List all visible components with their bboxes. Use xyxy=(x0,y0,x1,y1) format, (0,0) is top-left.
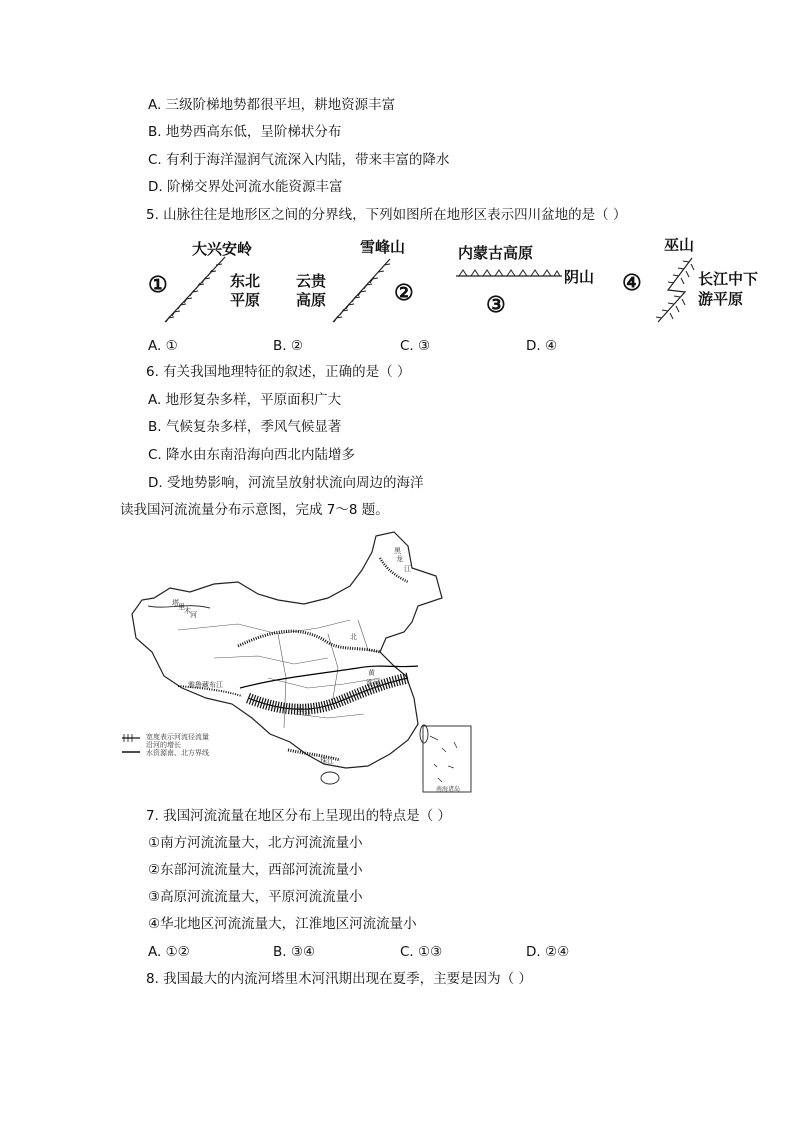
map-legend-growth: 沿河的增长 xyxy=(146,741,181,749)
map-label-mu: 木 xyxy=(184,607,191,615)
q4-option-b: B. 地势西高东低，呈阶梯状分布 xyxy=(148,124,342,140)
q6-option-b: B. 气候复杂多样，季风气候显著 xyxy=(148,419,342,435)
map-label-inset: 南海诸岛 xyxy=(436,786,461,793)
map-label-bei: 北 xyxy=(350,633,357,641)
mountain-ridge-icon xyxy=(454,266,564,286)
figure-2 xyxy=(290,232,430,327)
q7-statement-4: ④华北地区河流流量大，江淮地区河流流量小 xyxy=(148,916,417,932)
q4-option-a: A. 三级阶梯地势都很平坦，耕地资源丰富 xyxy=(148,97,396,113)
mountain-ridge-icon xyxy=(640,254,702,326)
q5-stem: 5. 山脉往往是地形区之间的分界线，下列如图所在地形区表示四川盆地的是（ ） xyxy=(146,207,627,223)
figure-3 xyxy=(450,232,610,327)
q7-statement-2: ②东部河流流量大，西部河流流量小 xyxy=(148,862,363,878)
map-label-ta: 塔 xyxy=(172,599,179,607)
q7-statement-1: ①南方河流流量大，北方河流流量小 xyxy=(148,835,363,851)
figure-1-region-l2: 平原 xyxy=(230,291,261,309)
map-label-huang: 黄 xyxy=(368,669,375,677)
figure-4-mountain: 巫山 xyxy=(664,236,695,254)
figure-1-mountain: 大兴安岭 xyxy=(192,240,253,258)
q4-option-c: C. 有利于海洋湿润气流深入内陆，带来丰富的降水 xyxy=(148,152,450,168)
map-label-zhujiang: 珠江 xyxy=(320,757,334,765)
map-legend-boundary: 水资源南、北方界线 xyxy=(146,749,209,757)
figure-4-region-l2: 游平原 xyxy=(698,290,744,308)
q7-option-c: C. ①③ xyxy=(400,944,443,960)
figure-2-region-l1: 云贵 xyxy=(296,272,327,290)
map-label-yarlung: 雅鲁藏布江 xyxy=(188,681,223,689)
section-intro: 读我国河流流量分布示意图，完成 7～8 题。 xyxy=(120,502,389,518)
q4-option-d: D. 阶梯交界处河流水能资源丰富 xyxy=(148,179,343,195)
mountain-ridge-icon xyxy=(160,252,235,327)
map-label-chang: 长 xyxy=(296,705,303,713)
q7-statement-3: ③高原河流流量大，平原河流流量小 xyxy=(148,889,363,905)
figure-3-mountain: 阴山 xyxy=(564,268,595,286)
q5-option-b: B. ② xyxy=(273,338,303,354)
china-map-outline xyxy=(118,528,478,800)
figure-2-region-l2: 高原 xyxy=(296,291,327,309)
mountain-ridge-icon xyxy=(328,254,398,326)
q5-option-a: A. ① xyxy=(148,338,178,354)
figure-1-region-l1: 东北 xyxy=(230,272,261,290)
map-label-hei: 黑 xyxy=(394,547,401,555)
figure-3-number: ③ xyxy=(486,292,506,318)
q6-option-a: A. 地形复杂多样，平原面积广大 xyxy=(148,392,342,408)
q5-option-c: C. ③ xyxy=(400,338,431,354)
figure-4 xyxy=(618,232,788,327)
q7-option-a: A. ①② xyxy=(148,944,190,960)
q5-option-d: D. ④ xyxy=(526,338,558,354)
map-label-li: 里 xyxy=(178,603,185,611)
map-legend-width: 宽度表示河流径流量 xyxy=(146,733,209,741)
figure-3-region: 内蒙古高原 xyxy=(458,244,534,262)
q7-option-b: B. ③④ xyxy=(273,944,316,960)
q7-stem: 7. 我国河流流量在地区分布上呈现出的特点是（ ） xyxy=(146,808,451,824)
q8-stem: 8. 我国最大的内流河塔里木河汛期出现在夏季，主要是因为（ ） xyxy=(146,971,532,987)
figure-2-mountain: 雪峰山 xyxy=(360,238,406,256)
figure-2-number: ② xyxy=(394,280,414,306)
figure-1 xyxy=(140,232,280,327)
q6-option-c: C. 降水由东南沿海向西北内陆增多 xyxy=(148,447,356,463)
q5-options xyxy=(148,337,648,355)
figure-4-number: ④ xyxy=(622,270,642,296)
map-label-he: 河 xyxy=(190,611,197,619)
map-label-jiang2: 江 xyxy=(304,709,311,717)
map-label-huaihe: 淮河 xyxy=(366,679,380,687)
q6-stem: 6. 有关我国地理特征的叙述，正确的是（ ） xyxy=(146,364,411,380)
q7-options xyxy=(148,943,648,961)
q6-option-d: D. 受地势影响，河流呈放射状流向周边的海洋 xyxy=(148,475,424,491)
figure-1-number: ① xyxy=(148,272,168,298)
map-label-jiang: 江 xyxy=(404,565,411,573)
map-label-long: 龙 xyxy=(396,555,403,563)
figure-4-region-l1: 长江中下 xyxy=(698,270,759,288)
china-river-flow-map xyxy=(118,528,478,800)
q7-option-d: D. ②④ xyxy=(526,944,570,960)
